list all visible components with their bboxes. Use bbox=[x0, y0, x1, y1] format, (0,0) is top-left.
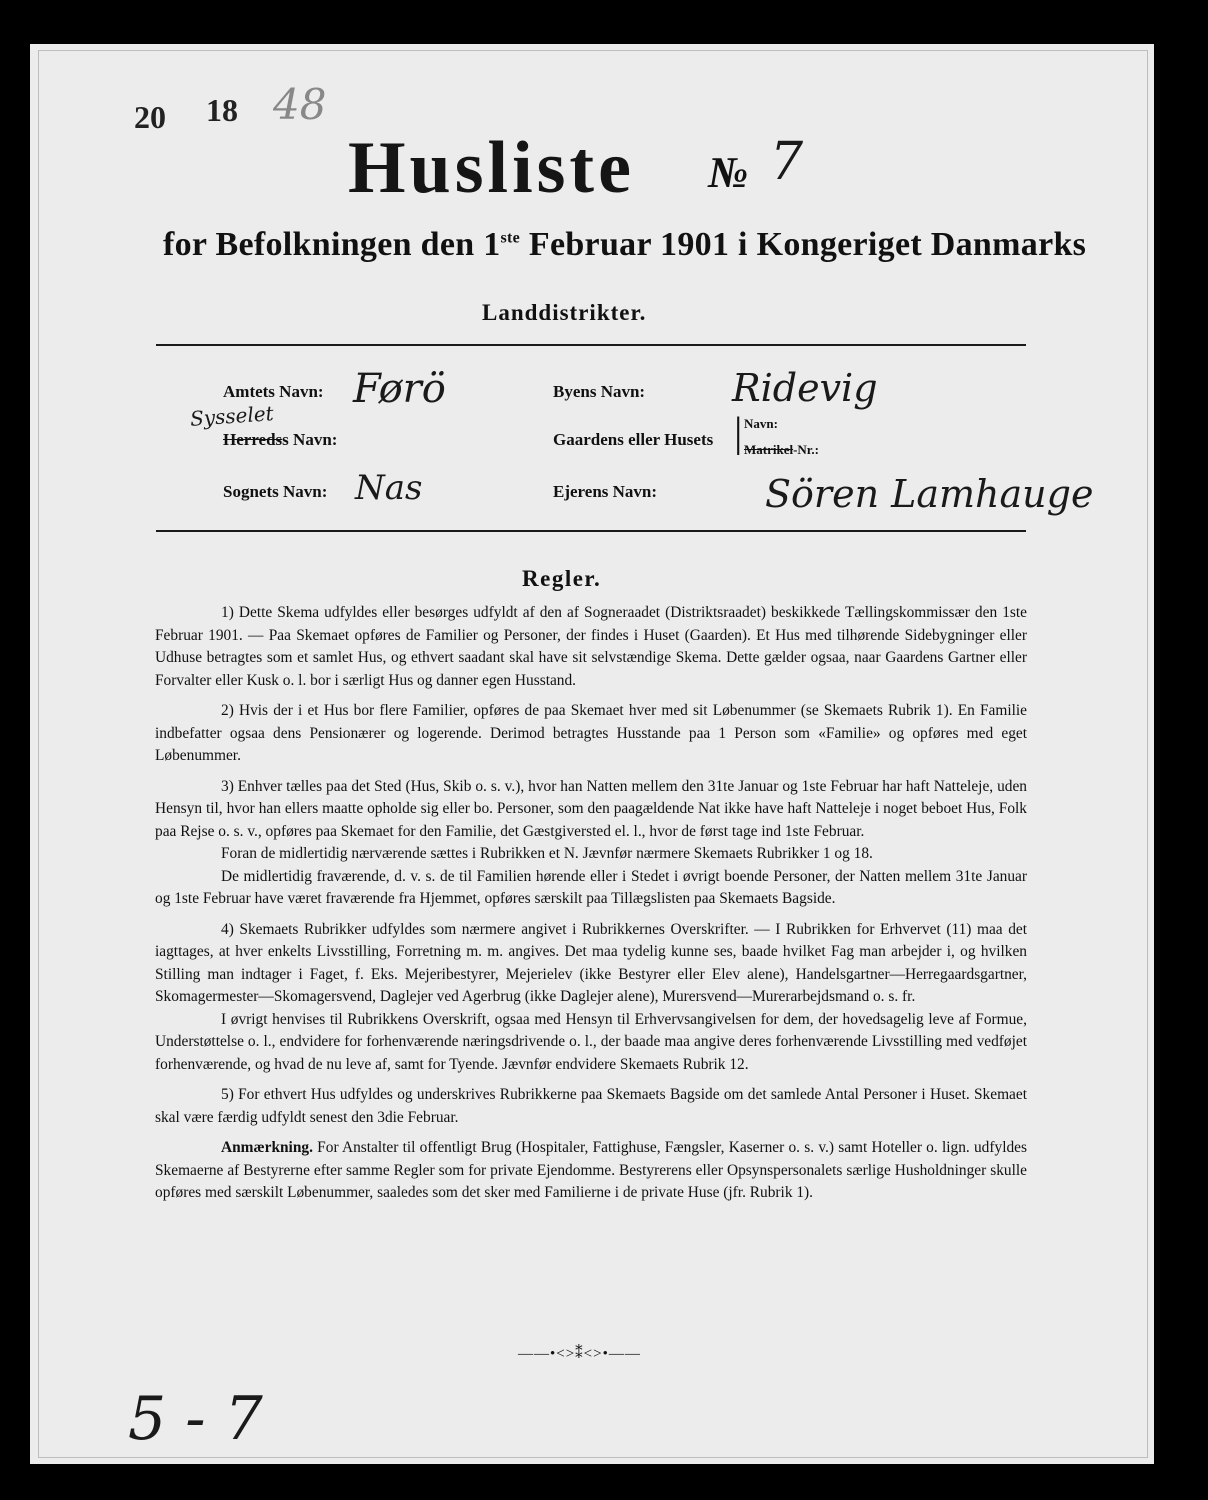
by-label: Byens Navn: bbox=[553, 382, 646, 401]
gaard-matrikel bbox=[744, 442, 819, 458]
number-sign: № bbox=[708, 148, 749, 197]
gaard-navn: Navn: bbox=[744, 416, 778, 431]
gaard-brace: | bbox=[734, 410, 743, 456]
note-paragraph bbox=[155, 1137, 1027, 1205]
rule-paragraph: I øvrigt henvises til Rubrikkens Overskrift, ogsaa med Hensyn til Erhvervsangivelsen for dem, der hovedsagelig leve af Formue, Understøttelse o. l., endvidere for forhenværende næringsdrivende o. l., der baade maa angive deres forhenværende Livsstilling med vedføjet forhenværende, og hvad de nu leve af, samt for Tyende. Jævnfør endvidere Skemaets Rubrik 12. bbox=[155, 1010, 1027, 1073]
note-label: Anmærkning. bbox=[221, 1139, 313, 1156]
rule-paragraph: 1) Dette Skema udfyldes eller besørges udfyldt af den af Sogneraadet (Distriktsraadet) beskikkede Tællingskommissær den 1ste Februar 1901. — Paa Skemaet opføres de Familier og Personer, der findes i Huset (Gaarden). Et Hus med tilhørende Sidebygninger eller Udhuse betragtes som et samlet Hus, og ethvert saadant skal have sit selvstændige Skema. Dette gælder ogsaa, naar Gaardens Gartner eller Forvalter eller Kusk o. l. bor i særligt Hus og danner egen Husstand. bbox=[155, 604, 1027, 689]
subtitle-part-a: for Befolkningen den 1 bbox=[163, 226, 501, 263]
census-form-page bbox=[30, 44, 1154, 1464]
rules-body bbox=[155, 602, 1027, 1213]
form-number: 7 bbox=[770, 132, 804, 192]
rule-paragraph: 5) For ethvert Hus udfyldes og underskrives Rubrikkerne paa Skemaets Bagside om det samlede Antal Personer i Huset. Skemaet skal være færdig udfyldt senest den 3die Februar. bbox=[155, 1086, 1027, 1126]
herred-label bbox=[223, 430, 337, 450]
ejer-label: Ejerens Navn: bbox=[553, 482, 658, 501]
rule-paragraph: 4) Skemaets Rubrikker udfyldes som nærmere angivet i Rubrikkernes Overskrifter. — I Rubrikken for Erhvervet (11) maa det iagttages, at hver enkelts Livsstilling, Forretning m. m. angives. Det maa tydelig kunne ses, baade hvilket Fag man arbejder i, og hvilken Stilling man indtager i Faget, f. Eks. Mejeribestyrer, Mejerielev (ikke Bestyrer eller Elev alene), Handelsgartner—Herregaardsgartner, Skomagermester—Skomagersvend, Daglejer ved Agerbrug (ikke Daglejer alene), Murersvend—Murerarbejdsmand o. s. fr. bbox=[155, 920, 1027, 1005]
subtitle-sup: ste bbox=[500, 229, 521, 247]
rules-heading: Regler. bbox=[522, 566, 602, 591]
top-rule bbox=[156, 344, 1026, 346]
subtitle-part-b: Februar 1901 i Kongeriget Danmarks bbox=[520, 226, 1087, 263]
rule-paragraph: Foran de midlertidig nærværende sættes i Rubrikken et N. Jævnfør nærmere Skemaets Rubrikker 1 og 18. bbox=[221, 845, 873, 862]
amt-label: Amtets Navn: bbox=[223, 382, 324, 401]
ornament-divider: ——•<>⁑<>•—— bbox=[518, 1346, 641, 1362]
rule-paragraph: 3) Enhver tælles paa det Sted (Hus, Skib o. s. v.), hvor han Natten mellem den 31te Januar og 1ste Februar har haft Natteleje, uden Hensyn til, hvor han ellers maatte opholde sig eller bo. Personer, som den paagældende Nat ikke have haft Natteleje i noget beboet Hus, Folk paa Rejse o. s. v., opføres paa Skemaet for den Familie, det Gæstgiversted el. l., hvor de først tage ind 1ste Februar. bbox=[155, 777, 1027, 840]
herred-struck: Herreds bbox=[223, 430, 283, 449]
sogn-value: Nas bbox=[355, 468, 423, 508]
sysselet-note: Sysselet bbox=[189, 401, 275, 431]
middle-rule bbox=[156, 530, 1026, 532]
archive-number-2: 18 bbox=[206, 92, 238, 128]
rule-paragraph: De midlertidig fraværende, d. v. s. de til Familien hørende eller i Stedet i øvrigt boende Personer, der Natten mellem 31te Januar og 1ste Februar have været fraværende fra Hjemmet, opføres særskilt paa Tillægslisten paa Skemaets Bagside. bbox=[155, 867, 1027, 907]
sogn-label: Sognets Navn: bbox=[223, 482, 328, 501]
herred-rest: s Navn: bbox=[282, 430, 338, 449]
rule-paragraph: 2) Hvis der i et Hus bor flere Familier, opføres de paa Skemaet hver med sit Løbenummer (se Skemaets Rubrik 1). En Familie indbefatter ogsaa dens Pensionærer og logerende. Derimod betragtes Husstande paa 1 Person som «Familie» og opføres med eget Løbenummer. bbox=[155, 702, 1027, 764]
archive-number-1: 20 bbox=[134, 99, 166, 135]
ejer-value: Sören Lamhauge bbox=[765, 472, 1094, 516]
note-text: For Anstalter til offentligt Brug (Hospitaler, Fattighuse, Fængsler, Kaserner o. s. v.) samt Hoteller o. lign. udfyldes Skemaerne af Bestyrerne efter samme Regler som for private Ejendomme. Bestyrerens eller Opsynspersonalets særlige Husholdninger skulle opføres med særskilt Løbenummer, saaledes som det sker med Familierne i de private Huse (jfr. Rubrik 1). bbox=[155, 1139, 1027, 1201]
matrikel-rest: -Nr.: bbox=[793, 442, 819, 457]
bottom-handwritten-note: 5 - 7 bbox=[128, 1384, 263, 1454]
pencil-note: 48 bbox=[273, 80, 327, 129]
by-value: Ridevig bbox=[732, 366, 878, 410]
amt-value: Førö bbox=[353, 366, 446, 412]
district-label: Landdistrikter. bbox=[482, 300, 647, 325]
gaard-label: Gaardens eller Husets bbox=[553, 430, 714, 449]
form-subtitle bbox=[163, 226, 1086, 264]
form-title: Husliste bbox=[348, 127, 635, 209]
matrikel-struck: Matrikel bbox=[744, 442, 794, 457]
